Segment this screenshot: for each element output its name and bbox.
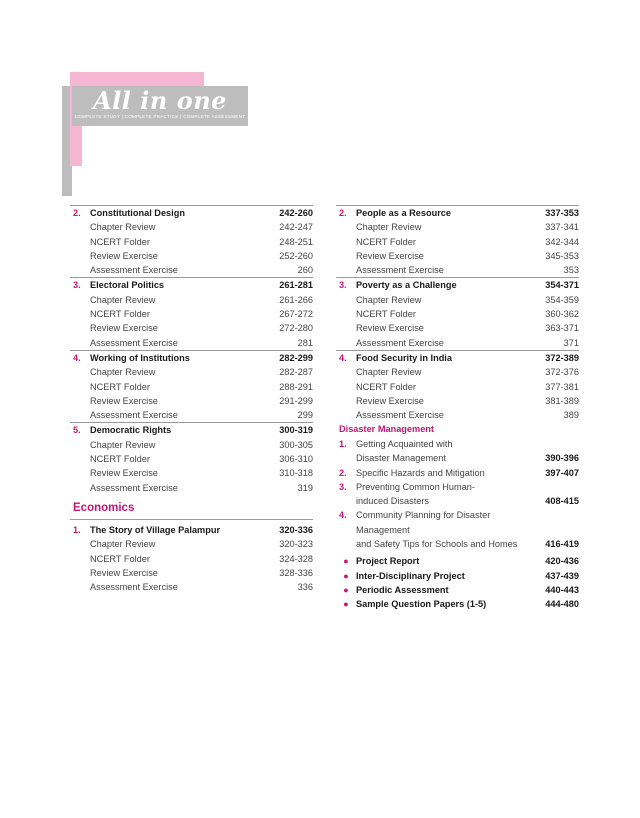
subitem-pages: 389 <box>563 410 579 421</box>
subitem-pages: 336 <box>297 582 313 593</box>
toc-subitem[interactable] <box>336 263 579 277</box>
chapter-number: 1. <box>73 524 81 535</box>
subitem-pages: 261-266 <box>279 294 313 305</box>
subitem-label: Chapter Review <box>90 439 156 450</box>
bullet-icon: ● <box>343 556 349 567</box>
toc-disaster-item[interactable] <box>336 437 579 466</box>
item-pages: 390-396 <box>545 453 579 464</box>
subitem-pages: 252-260 <box>279 250 313 261</box>
chapter-number: 5. <box>73 425 81 436</box>
toc-chapter <box>336 205 579 277</box>
subitem-pages: 320-323 <box>279 539 313 550</box>
subitem-label: Review Exercise <box>356 250 424 261</box>
subitem-pages: 260 <box>297 265 313 276</box>
subitem-label: Review Exercise <box>356 395 424 406</box>
subitem-pages: 281 <box>297 337 313 348</box>
subitem-label: Assessment Exercise <box>356 337 444 348</box>
item-pages: 397-407 <box>545 467 579 478</box>
chapter-pages: 372-389 <box>545 352 579 363</box>
subitem-pages: 324-328 <box>279 553 313 564</box>
subitem-pages: 377-381 <box>545 381 579 392</box>
toc-subitem[interactable] <box>70 220 313 234</box>
item-pages: 437-439 <box>545 570 579 581</box>
section-title-disaster-management: Disaster Management <box>339 424 434 435</box>
toc-subitem[interactable] <box>336 220 579 234</box>
subitem-label: Assessment Exercise <box>90 410 178 421</box>
toc-chapter <box>70 205 313 277</box>
subitem-label: Review Exercise <box>90 567 158 578</box>
subitem-label: Chapter Review <box>90 294 156 305</box>
toc-subitem[interactable] <box>336 249 579 263</box>
logo-text: All in one <box>93 86 227 115</box>
item-number: 4. <box>339 510 347 521</box>
toc-subitem[interactable] <box>70 580 313 594</box>
subitem-pages: 381-389 <box>545 395 579 406</box>
toc-subitem[interactable] <box>336 321 579 335</box>
subitem-pages: 342-344 <box>545 236 579 247</box>
subitem-label: Chapter Review <box>356 294 422 305</box>
subitem-label: Chapter Review <box>356 222 422 233</box>
toc-subitem[interactable] <box>70 452 313 466</box>
subitem-pages: 319 <box>297 482 313 493</box>
subitem-label: Assessment Exercise <box>90 337 178 348</box>
subitem-pages: 272-280 <box>279 323 313 334</box>
chapter-heading[interactable] <box>336 206 579 220</box>
bullet-icon: ● <box>343 599 349 610</box>
chapter-title: People as a Resource <box>356 208 451 218</box>
chapter-title: The Story of Village Palampur <box>90 524 221 535</box>
toc-subitem[interactable] <box>336 380 579 394</box>
chapter-heading[interactable] <box>70 423 313 437</box>
subitem-label: Chapter Review <box>90 222 156 233</box>
toc-subitem[interactable] <box>336 307 579 321</box>
chapter-heading[interactable] <box>70 523 313 537</box>
subitem-pages: 306-310 <box>279 454 313 465</box>
toc-chapter <box>70 350 313 422</box>
subitem-label: Chapter Review <box>356 367 422 378</box>
toc-subitem[interactable] <box>70 307 313 321</box>
toc-left-column <box>70 205 313 594</box>
item-pages: 420-436 <box>545 556 579 567</box>
item-label: Getting Acquainted with Disaster Management <box>356 438 453 464</box>
toc-subitem[interactable] <box>70 235 313 249</box>
section-title-economics: Economics <box>70 497 313 520</box>
item-label: Inter-Disciplinary Project <box>356 570 465 581</box>
chapter-number: 4. <box>73 352 81 363</box>
chapter-pages: 261-281 <box>279 280 313 291</box>
toc-subitem[interactable] <box>70 552 313 566</box>
subitem-label: Assessment Exercise <box>90 265 178 276</box>
toc-extra-item[interactable] <box>336 554 579 568</box>
subitem-label: NCERT Folder <box>90 309 150 320</box>
subitem-label: Review Exercise <box>90 323 158 334</box>
toc-subitem[interactable] <box>70 466 313 480</box>
subitem-pages: 282-287 <box>279 367 313 378</box>
toc-subitem[interactable] <box>336 408 579 422</box>
item-label: Preventing Common Human- induced Disasters <box>356 481 475 507</box>
subitem-label: NCERT Folder <box>356 381 416 392</box>
subitem-label: Chapter Review <box>90 539 156 550</box>
toc-chapter <box>70 523 313 594</box>
subitem-label: NCERT Folder <box>90 553 150 564</box>
subitem-label: Review Exercise <box>90 395 158 406</box>
subitem-pages: 310-318 <box>279 468 313 479</box>
subitem-pages: 328-336 <box>279 567 313 578</box>
toc-disaster-item[interactable] <box>336 508 579 551</box>
subitem-label: NCERT Folder <box>90 381 150 392</box>
item-label: Project Report <box>356 556 420 567</box>
toc-chapter <box>70 277 313 349</box>
subitem-pages: 267-272 <box>279 309 313 320</box>
toc-subitem[interactable] <box>70 537 313 551</box>
toc-disaster-item[interactable] <box>336 466 579 480</box>
subitem-pages: 288-291 <box>279 381 313 392</box>
subitem-pages: 248-251 <box>279 236 313 247</box>
subitem-pages: 354-359 <box>545 294 579 305</box>
toc-subitem[interactable] <box>70 365 313 379</box>
chapter-title: Electoral Politics <box>90 280 165 291</box>
subitem-label: Review Exercise <box>90 468 158 479</box>
subitem-pages: 299 <box>297 410 313 421</box>
toc-subitem[interactable] <box>70 293 313 307</box>
subitem-pages: 345-353 <box>545 250 579 261</box>
chapter-title: Poverty as a Challenge <box>356 280 457 291</box>
logo-tagline: COMPLETE STUDY | COMPLETE PRACTICE | COMPLETE ASSESSMENT <box>74 114 246 119</box>
chapter-heading[interactable] <box>336 278 579 292</box>
subitem-pages: 300-305 <box>279 439 313 450</box>
toc-subitem[interactable] <box>70 566 313 580</box>
toc-subitem[interactable] <box>336 394 579 408</box>
chapter-title: Food Security in India <box>356 352 452 363</box>
item-number: 1. <box>339 438 347 449</box>
item-pages: 408-415 <box>545 496 579 507</box>
subitem-label: Assessment Exercise <box>90 582 178 593</box>
toc-subitem[interactable] <box>70 263 313 277</box>
item-pages: 444-480 <box>545 599 579 610</box>
subitem-label: NCERT Folder <box>356 236 416 247</box>
toc-chapter <box>336 350 579 422</box>
chapter-pages: 282-299 <box>279 352 313 363</box>
subitem-pages: 372-376 <box>545 367 579 378</box>
subitem-label: NCERT Folder <box>90 236 150 247</box>
subitem-label: Assessment Exercise <box>356 410 444 421</box>
chapter-title: Working of Institutions <box>90 352 190 363</box>
toc-subitem[interactable] <box>70 249 313 263</box>
chapter-pages: 337-353 <box>545 208 579 218</box>
subitem-label: Assessment Exercise <box>90 482 178 493</box>
chapter-pages: 242-260 <box>279 208 313 218</box>
chapter-number: 3. <box>339 280 347 291</box>
toc-chapter <box>336 277 579 349</box>
subitem-label: NCERT Folder <box>356 309 416 320</box>
chapter-heading[interactable] <box>336 351 579 365</box>
subitem-pages: 291-299 <box>279 395 313 406</box>
item-number: 3. <box>339 481 347 492</box>
toc-subitem[interactable] <box>336 365 579 379</box>
subitem-pages: 353 <box>563 265 579 276</box>
item-label: Specific Hazards and Mitigation <box>356 467 485 478</box>
subitem-label: Review Exercise <box>356 323 424 334</box>
subitem-pages: 360-362 <box>545 309 579 320</box>
chapter-number: 2. <box>73 208 81 218</box>
item-label: Periodic Assessment <box>356 584 449 595</box>
chapter-number: 2. <box>339 208 347 218</box>
toc-subitem[interactable] <box>70 380 313 394</box>
subitem-pages: 371 <box>563 337 579 348</box>
bullet-icon: ● <box>343 584 349 595</box>
item-number: 2. <box>339 467 347 478</box>
chapter-title: Constitutional Design <box>90 208 185 218</box>
chapter-heading[interactable] <box>70 351 313 365</box>
bullet-icon: ● <box>343 570 349 581</box>
toc-disaster-item[interactable] <box>336 480 579 509</box>
subitem-pages: 242-247 <box>279 222 313 233</box>
toc-subitem[interactable] <box>336 293 579 307</box>
toc-subitem[interactable] <box>70 438 313 452</box>
toc-extra-item[interactable] <box>336 597 579 611</box>
chapter-title: Democratic Rights <box>90 425 172 436</box>
toc-right-column <box>336 205 579 612</box>
toc-subitem[interactable] <box>70 481 313 495</box>
toc-subitem[interactable] <box>70 321 313 335</box>
subitem-label: Chapter Review <box>90 367 156 378</box>
subitem-pages: 363-371 <box>545 323 579 334</box>
chapter-pages: 300-319 <box>279 425 313 436</box>
chapter-heading[interactable] <box>70 206 313 220</box>
item-pages: 416-419 <box>545 539 579 550</box>
chapter-heading[interactable] <box>70 278 313 292</box>
toc-subitem[interactable] <box>336 336 579 350</box>
subitem-label: NCERT Folder <box>90 454 150 465</box>
item-pages: 440-443 <box>545 584 579 595</box>
item-label: Sample Question Papers (1-5) <box>356 599 487 610</box>
chapter-number: 4. <box>339 352 347 363</box>
chapter-number: 3. <box>73 280 81 291</box>
subitem-label: Assessment Exercise <box>356 265 444 276</box>
toc-subitem[interactable] <box>70 336 313 350</box>
toc-extra-item[interactable] <box>336 569 579 583</box>
chapter-pages: 320-336 <box>279 524 313 535</box>
item-label: Community Planning for Disaster Management and Safety Tips for Schools and Homes <box>356 510 518 550</box>
toc-subitem[interactable] <box>336 235 579 249</box>
toc-subitem[interactable] <box>70 408 313 422</box>
toc-chapter <box>70 422 313 494</box>
brand-logo <box>72 86 248 126</box>
toc-extra-item[interactable] <box>336 583 579 597</box>
chapter-pages: 354-371 <box>545 280 579 291</box>
subitem-pages: 337-341 <box>545 222 579 233</box>
toc-subitem[interactable] <box>70 394 313 408</box>
subitem-label: Review Exercise <box>90 250 158 261</box>
